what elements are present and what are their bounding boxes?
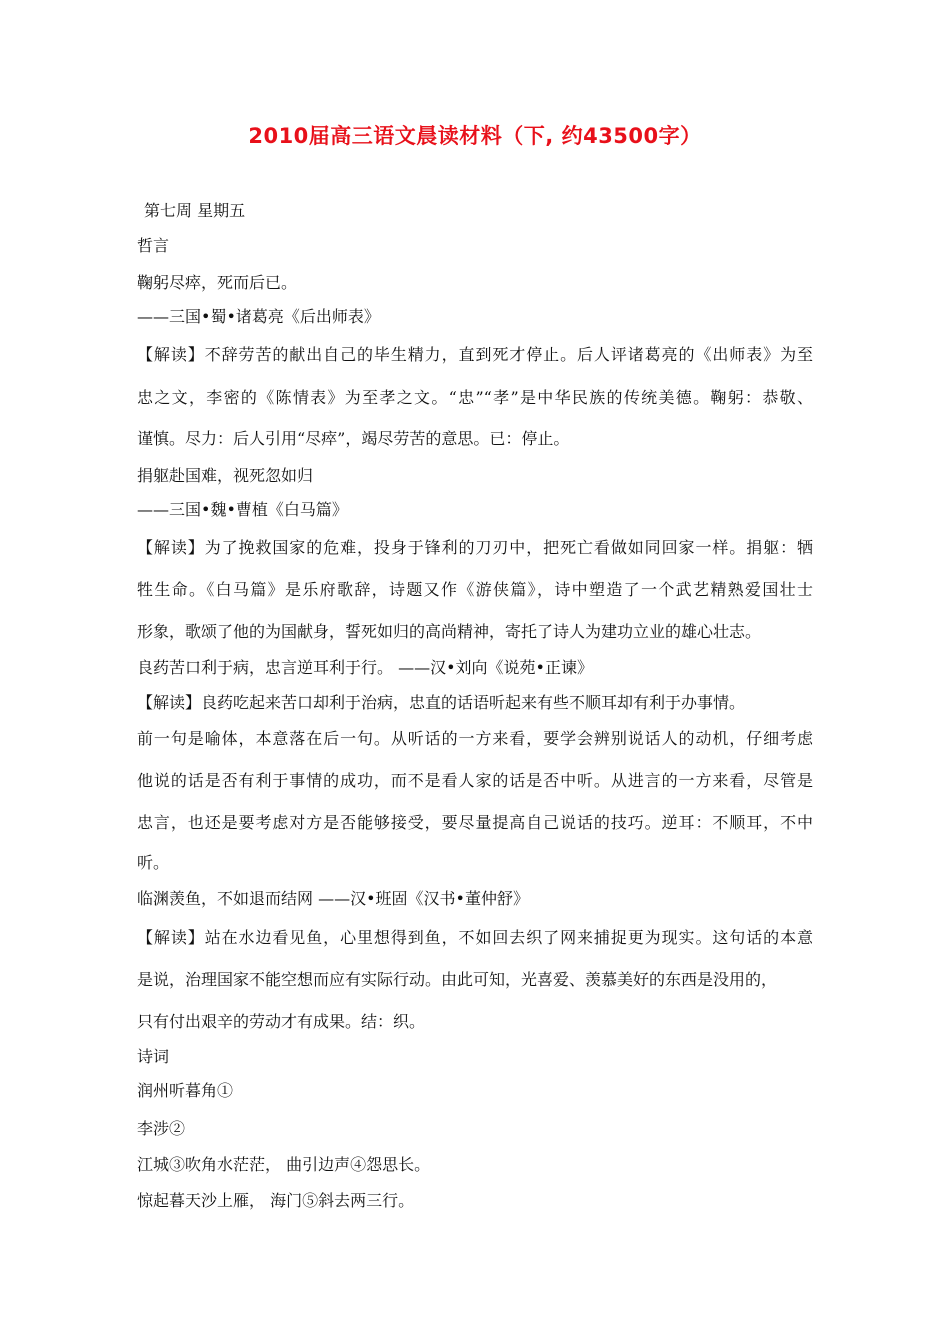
text-line: 听。: [137, 853, 170, 872]
poem-line: 惊起暮天沙上雁， 海门⑤斜去两三行。: [137, 1191, 415, 1210]
text-line: 是说，治理国家不能空想而应有实际行动。由此可知，光喜爱、羡慕美好的东西是没用的，: [137, 970, 778, 989]
poem-title: 润州听暮角①: [137, 1081, 234, 1100]
text-line: 第七周 星期五: [144, 201, 246, 220]
text-line: 谨慎。尽力：后人引用“尽瘁”，竭尽劳苦的意思。已：停止。: [137, 429, 570, 448]
text-line: 形象，歌颂了他的为国献身，誓死如归的高尚精神，寄托了诗人为建功立业的雄心壮志。: [137, 622, 762, 641]
section-heading: 诗词: [137, 1047, 170, 1066]
text-line: 牲生命。《白马篇》是乐府歌辞，诗题又作《游侠篇》，诗中塑造了一个武艺精熟爱国壮士: [137, 580, 813, 599]
text-line: 忠言，也还是要考虑对方是否能够接受，要尽量提高自己说话的技巧。逆耳：不顺耳，不中: [137, 813, 813, 832]
text-line: 【解读】良药吃起来苦口却利于治病，忠直的话语听起来有些不顺耳却有利于办事情。: [137, 693, 746, 712]
text-line: 临渊羡鱼，不如退而结网 ——汉•班固《汉书•董仲舒》: [137, 889, 529, 908]
section-heading: 哲言: [137, 236, 170, 255]
text-line: 【解读】站在水边看见鱼，心里想得到鱼，不如回去织了网来捕捉更为现实。这句话的本意: [137, 928, 813, 947]
text-line: ——三国•魏•曹植《白马篇》: [137, 500, 348, 519]
text-line: 鞠躬尽瘁，死而后已。: [137, 273, 298, 292]
text-line: 良药苦口利于病，忠言逆耳利于行。 ——汉•刘向《说苑•正谏》: [137, 658, 593, 677]
text-line: 忠之文，李密的《陈情表》为至孝之文。“忠”“孝”是中华民族的传统美德。鞠躬：恭敬、: [137, 388, 813, 407]
text-line: 【解读】不辞劳苦的献出自己的毕生精力，直到死才停止。后人评诸葛亮的《出师表》为至: [137, 345, 813, 364]
text-line: 他说的话是否有利于事情的成功，而不是看人家的话是否中听。从进言的一方来看，尽管是: [137, 771, 813, 790]
document-title: 2010届高三语文晨读材料（下, 约43500字）: [248, 124, 702, 148]
text-line: 【解读】为了挽救国家的危难，投身于锋利的刀刃中，把死亡看做如同回家一样。捐躯：牺: [137, 538, 813, 557]
poem-line: 江城③吹角水茫茫， 曲引边声④怨思长。: [137, 1155, 431, 1174]
text-line: ——三国•蜀•诸葛亮《后出师表》: [137, 307, 380, 326]
text-line: 捐躯赴国难，视死忽如归: [137, 466, 314, 485]
poem-author: 李涉②: [137, 1119, 186, 1138]
text-line: 前一句是喻体，本意落在后一句。从听话的一方来看，要学会辨别说话人的动机，仔细考虑: [137, 729, 813, 748]
text-line: 只有付出艰辛的劳动才有成果。结：织。: [137, 1012, 426, 1031]
